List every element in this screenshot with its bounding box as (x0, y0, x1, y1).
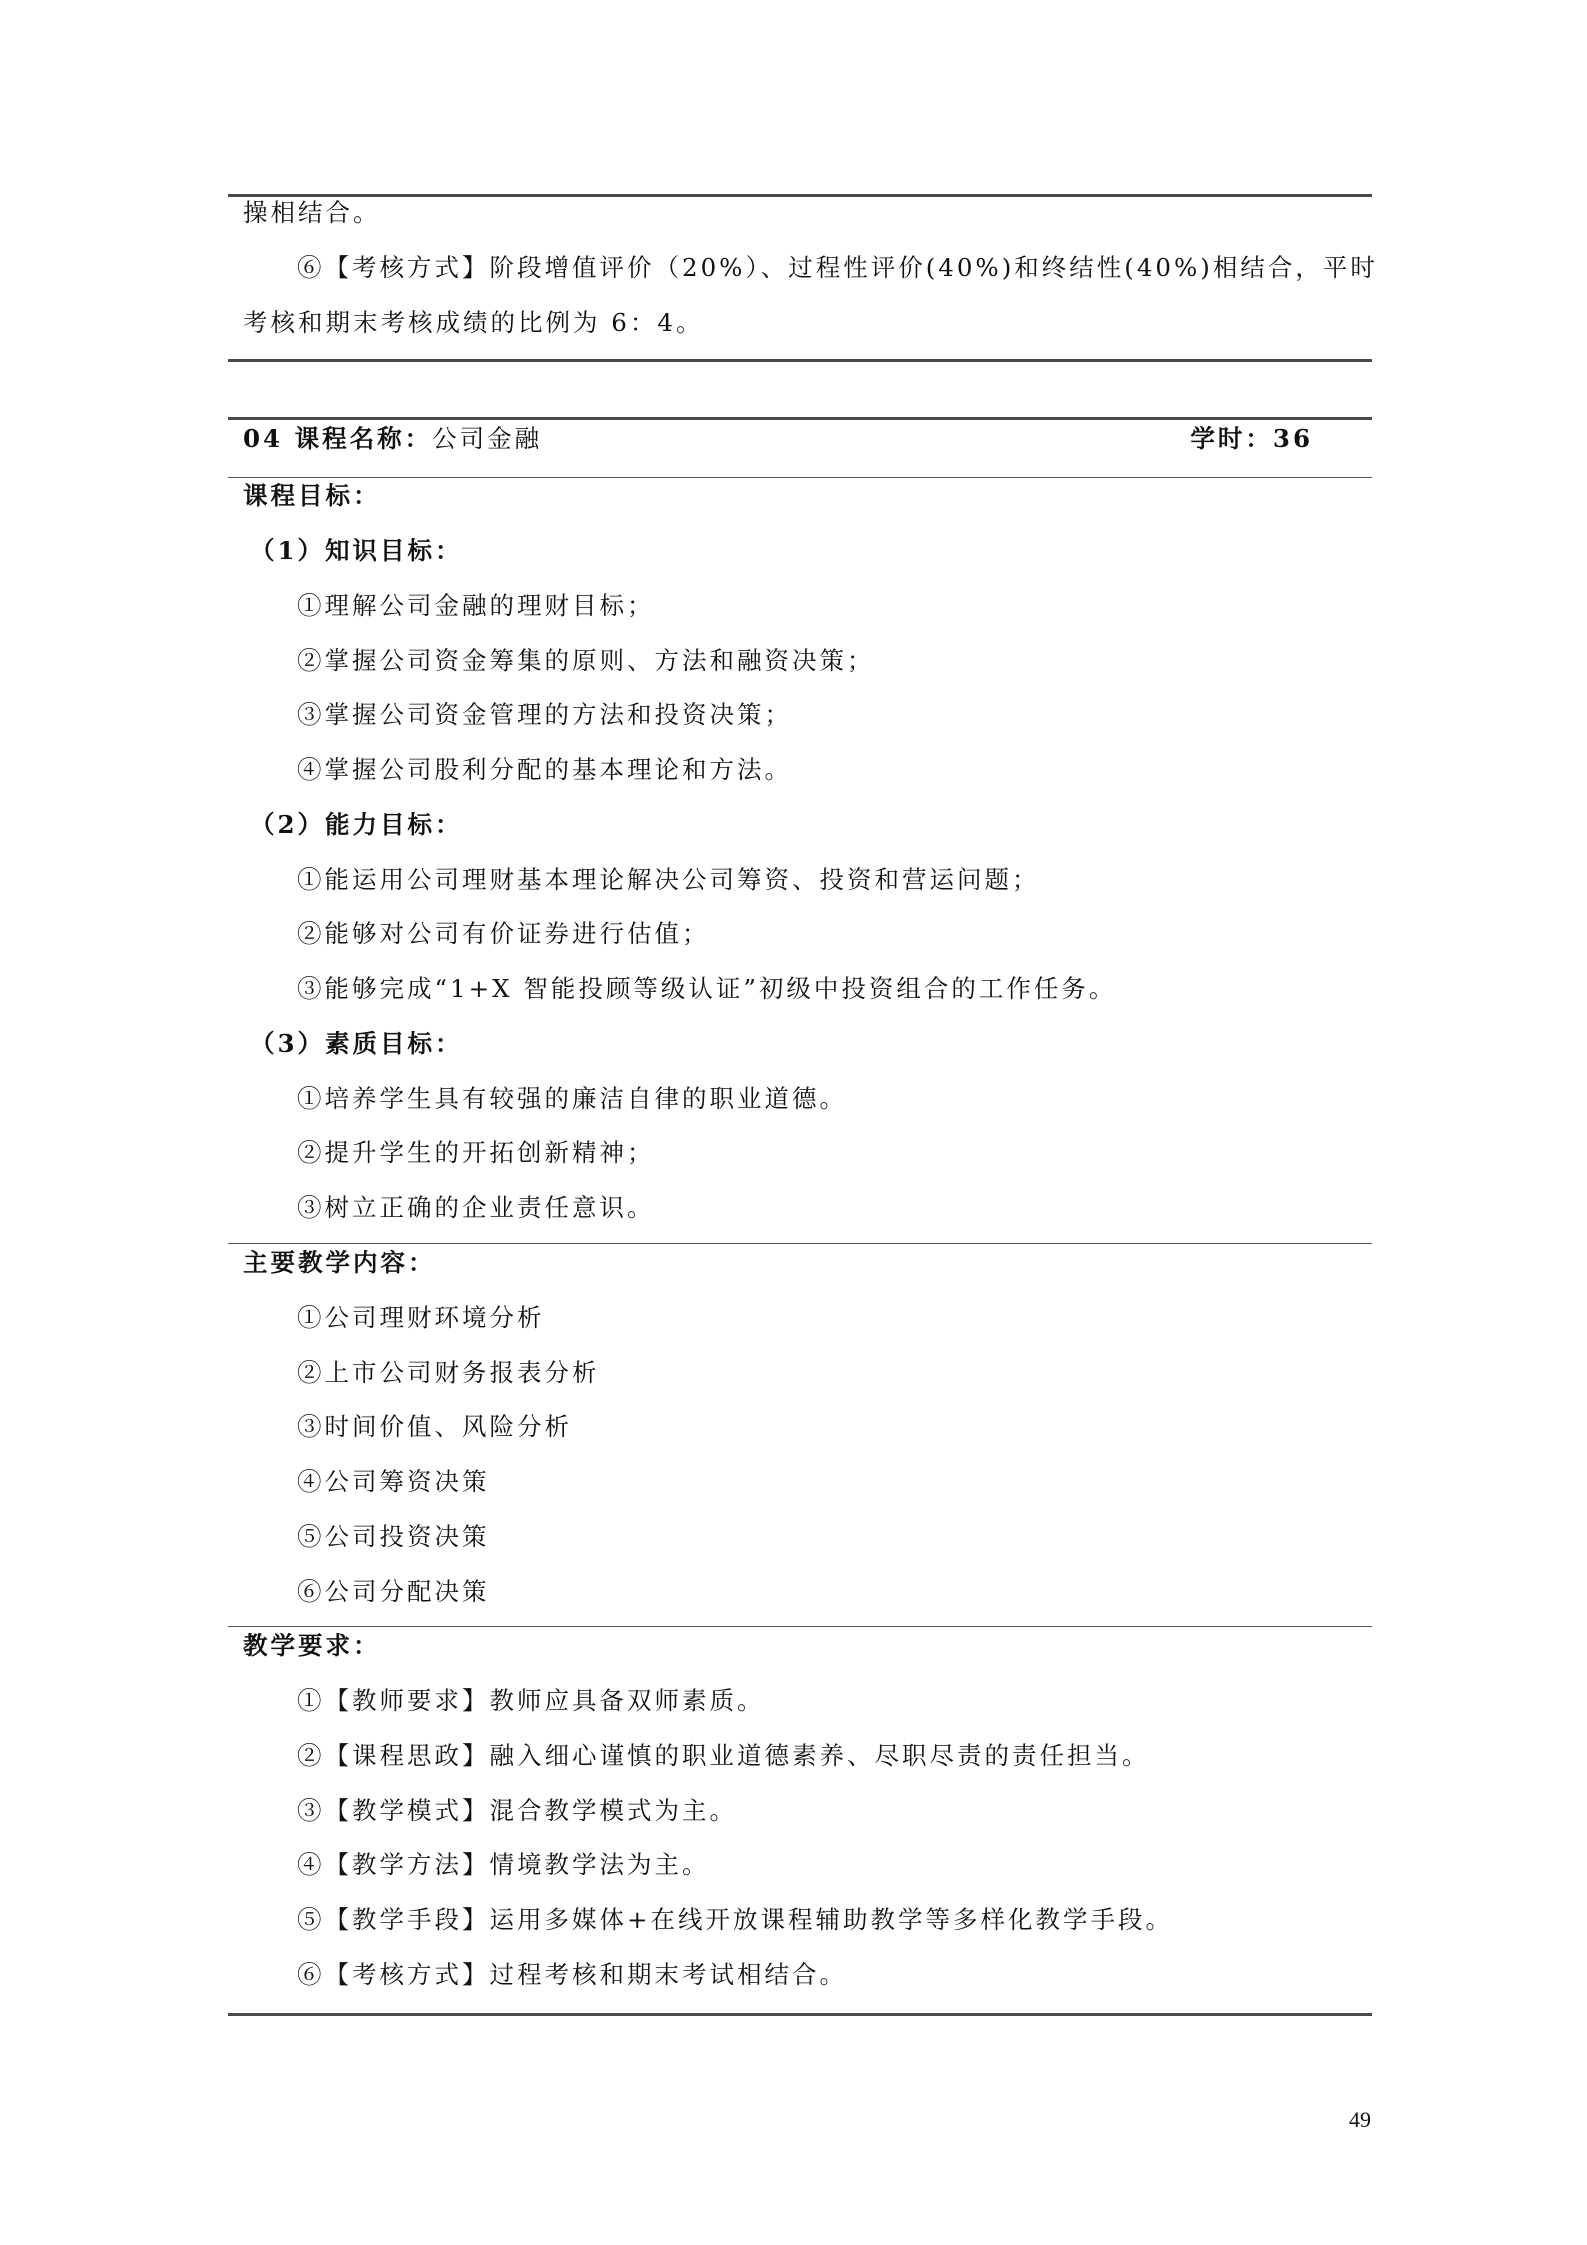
content-bottom-divider (228, 1626, 1372, 1627)
knowledge-heading: （1）知识目标： (250, 536, 463, 565)
course-top-rule (228, 417, 1372, 420)
knowledge-item: ④掌握公司股利分配的基本理论和方法。 (297, 755, 792, 784)
course-hours (1190, 424, 1313, 453)
course-header-divider (228, 477, 1372, 478)
goals-bottom-divider (228, 1243, 1372, 1244)
quality-item: ①培养学生具有较强的廉洁自律的职业道德。 (297, 1084, 847, 1113)
course-name-value: 公司金融 (432, 424, 543, 453)
course-header-row (243, 424, 1313, 453)
quality-item: ③树立正确的企业责任意识。 (297, 1193, 655, 1222)
content-heading: 主要教学内容： (243, 1248, 436, 1277)
quality-heading: （3）素质目标： (250, 1029, 463, 1058)
requirement-item: ④【教学方法】情境教学法为主。 (297, 1850, 710, 1879)
goals-heading: 课程目标： (243, 481, 381, 510)
content-item: ①公司理财环境分析 (297, 1303, 545, 1332)
requirement-item: ①【教师要求】教师应具备双师素质。 (297, 1686, 765, 1715)
ability-heading: （2）能力目标： (250, 810, 463, 839)
knowledge-item: ③掌握公司资金管理的方法和投资决策； (297, 700, 792, 729)
prev-text-line-1: 操相结合。 (243, 198, 381, 227)
content-item: ②上市公司财务报表分析 (297, 1358, 600, 1387)
prev-text-line-3: 考核和期末考核成绩的比例为 6：4。 (243, 308, 704, 337)
page-number: 49 (1349, 2107, 1371, 2132)
content-item: ⑤公司投资决策 (297, 1522, 490, 1551)
requirement-item: ③【教学模式】混合教学模式为主。 (297, 1796, 737, 1825)
knowledge-item: ②掌握公司资金筹集的原则、方法和融资决策； (297, 646, 875, 675)
top-rule (228, 194, 1372, 197)
ability-item: ②能够对公司有价证券进行估值； (297, 919, 710, 948)
requirement-item: ⑥【考核方式】过程考核和期末考试相结合。 (297, 1960, 847, 1989)
course-hours-value: 36 (1272, 424, 1313, 453)
prev-section-bottom-rule (228, 359, 1372, 362)
requirement-item: ②【课程思政】融入细心谨慎的职业道德素养、尽职尽责的责任担当。 (297, 1741, 1150, 1770)
content-item: ④公司筹资决策 (297, 1467, 490, 1496)
ability-item: ③能够完成“1+X 智能投顾等级认证”初级中投资组合的工作任务。 (297, 974, 1117, 1003)
requirements-heading: 教学要求： (243, 1631, 381, 1660)
quality-item: ②提升学生的开拓创新精神； (297, 1138, 655, 1167)
knowledge-item: ①理解公司金融的理财目标； (297, 591, 655, 620)
content-item: ⑥公司分配决策 (297, 1577, 490, 1606)
prev-text-line-2: ⑥【考核方式】阶段增值评价（20%）、过程性评价(40%)和终结性(40%)相结合，平时 (297, 253, 1378, 282)
course-bottom-rule (228, 2013, 1372, 2016)
ability-item: ①能运用公司理财基本理论解决公司筹资、投资和营运问题； (297, 865, 1040, 894)
content-item: ③时间价值、风险分析 (297, 1412, 572, 1441)
course-hours-label: 学时： (1190, 424, 1273, 453)
requirement-item: ⑤【教学手段】运用多媒体+在线开放课程辅助教学等多样化教学手段。 (297, 1905, 1174, 1934)
course-name-label: 04 课程名称： (243, 424, 433, 453)
